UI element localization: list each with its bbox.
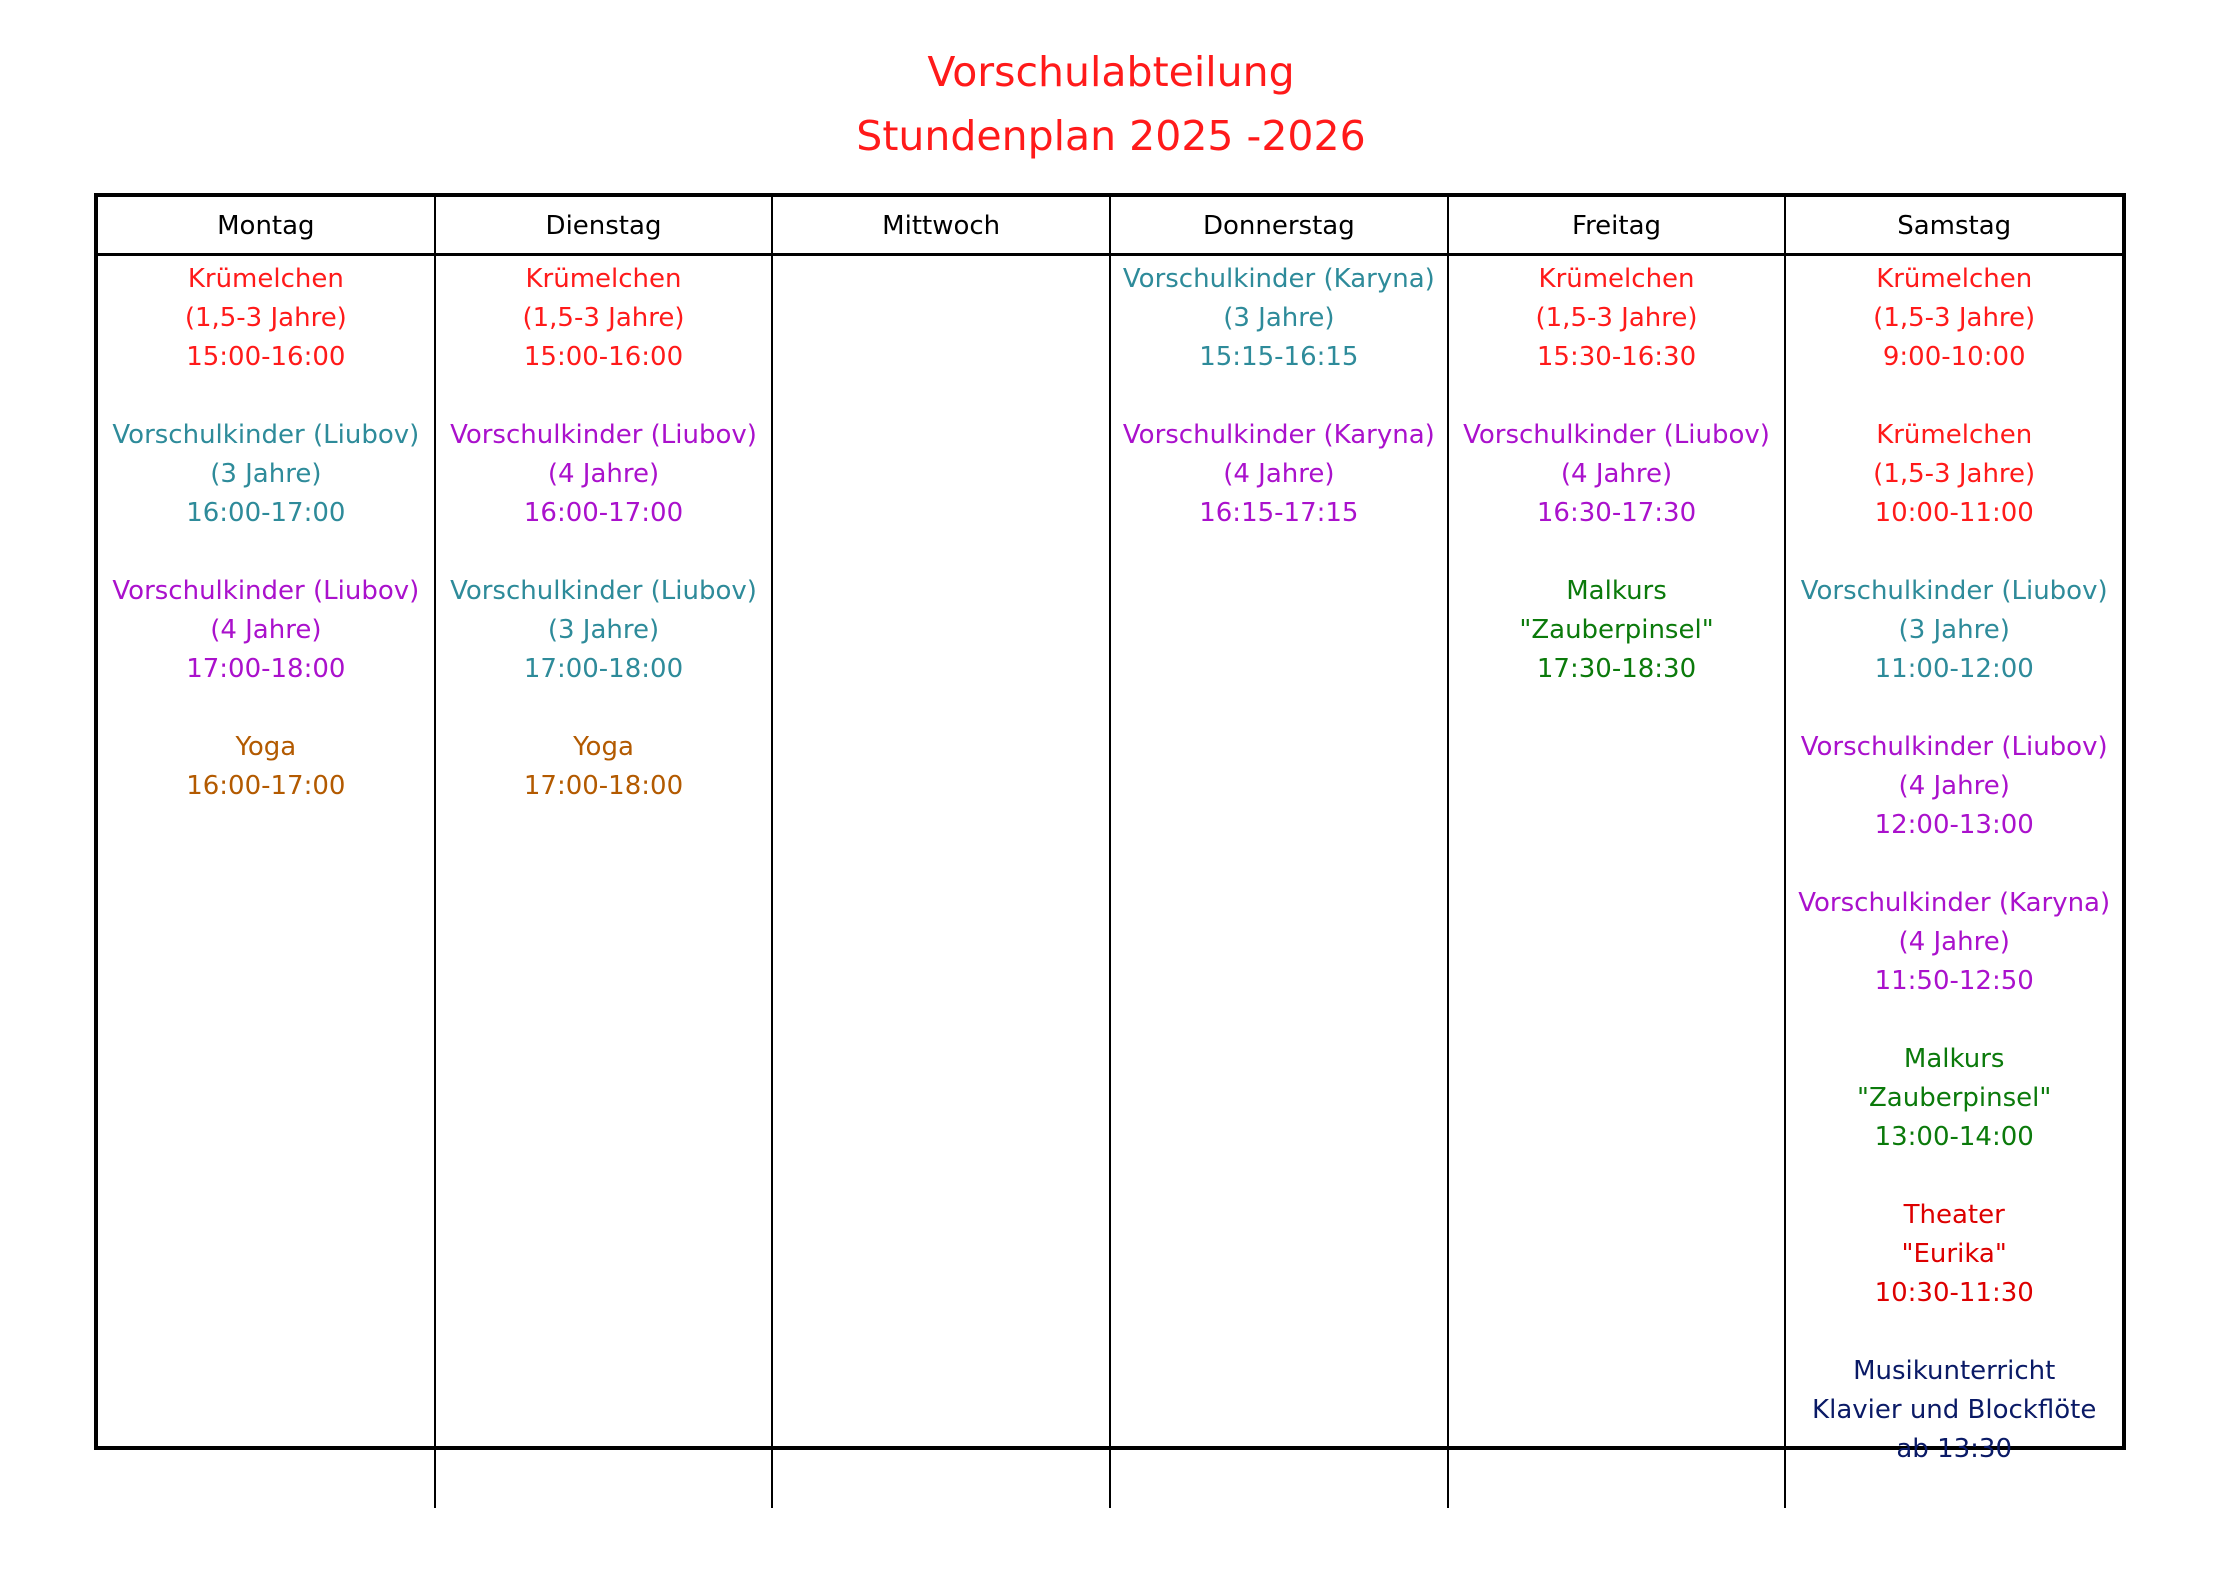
day-header-freitag: Freitag (1447, 197, 1785, 253)
entry-time: 17:00-18:00 (186, 654, 346, 684)
schedule-entry (1786, 572, 2122, 689)
entry-title: Theater (1903, 1200, 2005, 1230)
entry-detail: Klavier und Blockflöte (1812, 1395, 2097, 1425)
entry-detail: (4 Jahre) (210, 615, 322, 645)
schedule-entry (1786, 1352, 2122, 1469)
schedule-entry (436, 728, 772, 806)
entry-time: 9:00-10:00 (1882, 342, 2026, 372)
day-column-mittwoch (771, 256, 1109, 1508)
entry-time: 17:00-18:00 (523, 771, 684, 801)
entry-time: 16:15-17:15 (1199, 498, 1359, 528)
day-column-dienstag (434, 256, 772, 1508)
schedule-entry (1786, 884, 2122, 1001)
schedule-entry (1786, 260, 2122, 377)
day-column-samstag (1784, 256, 2122, 1508)
schedule-entry (1449, 416, 1785, 533)
entry-time: 10:00-11:00 (1874, 498, 2034, 528)
entry-time: 15:00-16:00 (186, 342, 346, 372)
entry-title: Vorschulkinder (Liubov) (112, 576, 420, 606)
title-line-department: Vorschulabteilung (927, 48, 1295, 96)
schedule-table (94, 193, 2126, 1464)
schedule-entry (1786, 1196, 2122, 1313)
day-header-mittwoch: Mittwoch (771, 197, 1109, 253)
entry-time: 11:50-12:50 (1874, 966, 2034, 996)
entry-title: Vorschulkinder (Karyna) (1122, 264, 1435, 294)
entry-title: Vorschulkinder (Karyna) (1798, 888, 2111, 918)
day-header-samstag: Samstag (1784, 197, 2122, 253)
entry-detail: (4 Jahre) (1560, 459, 1673, 489)
title-line-schedule: Stundenplan 2025 -2026 (856, 112, 1366, 160)
entry-title: Yoga (235, 732, 297, 762)
schedule-entry (1786, 1040, 2122, 1157)
entry-time: 17:00-18:00 (523, 654, 684, 684)
entry-time: 16:00-17:00 (186, 498, 346, 528)
day-header-donnerstag: Donnerstag (1109, 197, 1447, 253)
entry-detail: (4 Jahre) (1898, 927, 2010, 957)
entry-time: 16:00-17:00 (523, 498, 684, 528)
entry-detail: (3 Jahre) (210, 459, 322, 489)
entry-detail: (3 Jahre) (1898, 615, 2010, 645)
entry-detail: (3 Jahre) (547, 615, 660, 645)
page-title (0, 40, 2222, 168)
entry-detail: (1,5-3 Jahre) (1535, 303, 1698, 333)
entry-title: Malkurs (1566, 576, 1667, 606)
entry-time: ab 13:30 (1896, 1434, 2013, 1464)
entry-title: Musikunterricht (1853, 1356, 2056, 1386)
day-header-dienstag: Dienstag (434, 197, 772, 253)
entry-title: Malkurs (1903, 1044, 2005, 1074)
entry-title: Vorschulkinder (Liubov) (1800, 576, 2108, 606)
entry-detail: (4 Jahre) (547, 459, 660, 489)
entry-detail: (4 Jahre) (1223, 459, 1335, 489)
schedule-entry (1786, 728, 2122, 845)
entry-time: 12:00-13:00 (1874, 810, 2034, 840)
schedule-entry (436, 416, 772, 533)
entry-time: 17:30-18:30 (1536, 654, 1697, 684)
entry-time: 11:00-12:00 (1874, 654, 2034, 684)
entry-detail: (1,5-3 Jahre) (1873, 459, 2036, 489)
entry-detail: (1,5-3 Jahre) (1873, 303, 2036, 333)
entry-title: Krümelchen (187, 264, 344, 294)
entry-time: 15:15-16:15 (1199, 342, 1359, 372)
day-column-montag (98, 256, 434, 1508)
entry-title: Yoga (573, 732, 634, 762)
schedule-entry (1786, 416, 2122, 533)
entry-detail: (1,5-3 Jahre) (522, 303, 685, 333)
schedule-entry (98, 260, 434, 377)
entry-detail: "Zauberpinsel" (1857, 1083, 2052, 1113)
entry-time: 10:30-11:30 (1874, 1278, 2034, 1308)
entry-title: Vorschulkinder (Liubov) (450, 420, 757, 450)
entry-title: Vorschulkinder (Liubov) (112, 420, 420, 450)
entry-detail: "Eurika" (1901, 1239, 2007, 1269)
entry-detail: "Zauberpinsel" (1519, 615, 1714, 645)
schedule-header-row (98, 197, 2122, 256)
schedule-entry (98, 728, 434, 806)
day-column-donnerstag (1109, 256, 1447, 1508)
entry-time: 16:00-17:00 (186, 771, 346, 801)
entry-title: Vorschulkinder (Liubov) (450, 576, 757, 606)
schedule-entry (436, 260, 772, 377)
entry-detail: (3 Jahre) (1223, 303, 1335, 333)
entry-time: 15:30-16:30 (1536, 342, 1697, 372)
schedule-entry (1111, 260, 1447, 377)
entry-title: Krümelchen (1876, 264, 2033, 294)
entry-time: 13:00-14:00 (1874, 1122, 2034, 1152)
entry-detail: (1,5-3 Jahre) (184, 303, 347, 333)
entry-title: Krümelchen (1538, 264, 1695, 294)
entry-time: 16:30-17:30 (1536, 498, 1697, 528)
schedule-entry (1449, 260, 1785, 377)
entry-title: Vorschulkinder (Liubov) (1463, 420, 1770, 450)
schedule-entry (98, 572, 434, 689)
schedule-entry (436, 572, 772, 689)
entry-time: 15:00-16:00 (523, 342, 684, 372)
schedule-entry (1111, 416, 1447, 533)
entry-title: Vorschulkinder (Karyna) (1122, 420, 1435, 450)
entry-title: Vorschulkinder (Liubov) (1800, 732, 2108, 762)
day-column-freitag (1447, 256, 1785, 1508)
entry-title: Krümelchen (1876, 420, 2033, 450)
schedule-entry (98, 416, 434, 533)
day-header-montag: Montag (217, 211, 315, 241)
entry-detail: (4 Jahre) (1898, 771, 2010, 801)
schedule-body-row (98, 256, 2122, 1508)
schedule-entry (1449, 572, 1785, 689)
entry-title: Krümelchen (525, 264, 682, 294)
